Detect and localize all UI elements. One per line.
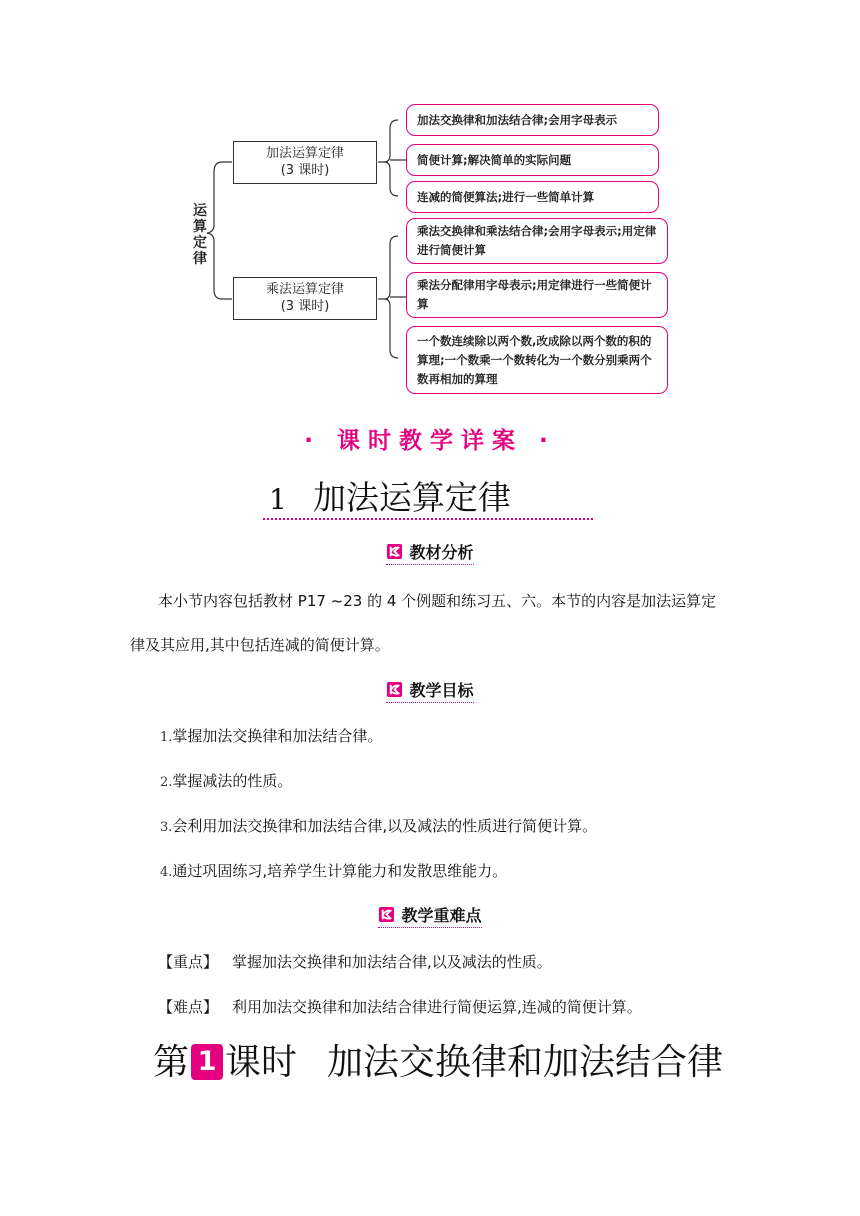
important-text: 掌握加法交换律和加法结合律,以及减法的性质。: [232, 953, 552, 971]
material-analysis-line: 本小节内容包括教材 P17 ~23 的 4 个例题和练习五、六。本节的内容是加法运算定: [158, 592, 717, 610]
leaf-item: 连减的简便算法;进行一些简单计算: [406, 181, 659, 213]
lesson-number-badge: 1: [191, 1044, 223, 1080]
objective-text: 掌握加法交换律和加法结合律。: [172, 727, 383, 745]
objective-item: [160, 859, 770, 885]
section-number: 1: [269, 483, 287, 516]
heading-text: 教学重难点: [401, 906, 482, 925]
branch-multiplication: [233, 277, 377, 320]
objective-text: 掌握减法的性质。: [172, 772, 293, 790]
material-analysis-line: 律及其应用,其中包括连减的简便计算。: [130, 636, 390, 654]
bookmark-icon: [378, 906, 395, 923]
branch-title: 乘法运算定律: [265, 282, 344, 297]
objective-item: [160, 769, 770, 795]
leaf-item: 加法交换律和加法结合律;会用字母表示: [406, 104, 659, 136]
bookmark-icon: [386, 681, 403, 698]
leaf-item: 简便计算;解决简单的实际问题: [406, 144, 659, 176]
objective-number: 4.: [160, 865, 173, 880]
branch-subtitle: (3 课时): [280, 163, 330, 178]
branch-title: 加法运算定律: [265, 146, 344, 161]
leaf-item: 乘法分配律用字母表示;用定律进行一些简便计算: [406, 272, 668, 318]
lesson-prefix: 第: [153, 1042, 190, 1083]
lesson-suffix: 课时: [225, 1042, 298, 1083]
objective-text: 会利用加法交换律和加法结合律,以及减法的性质进行简便计算。: [172, 817, 598, 835]
lesson-title: [153, 1038, 723, 1088]
heading-text: 教材分析: [409, 543, 474, 562]
important-label: 【重点】: [158, 953, 219, 971]
lesson-title-text: 加法交换律和加法结合律: [327, 1042, 724, 1083]
key-points-heading: [0, 903, 860, 928]
objective-number: 2.: [160, 775, 173, 790]
difficult-label: 【难点】: [158, 998, 219, 1016]
objective-item: [160, 814, 770, 840]
objective-item: [160, 724, 770, 750]
objective-text: 通过巩固练习,培养学生计算能力和发散思维能力。: [172, 862, 508, 880]
difficult-point: [158, 995, 768, 1019]
objective-number: 3.: [160, 820, 173, 835]
root-label: 运算定律: [193, 203, 207, 267]
lesson-plan-banner: · 课时教学详案 ·: [304, 428, 556, 454]
leaf-item: 一个数连续除以两个数,改成除以两个数的积的算理;一个数乘一个数转化为一个数分别乘两个数再相加的算理: [406, 326, 668, 394]
difficult-text: 利用加法交换律和加法结合律进行简便运算,连减的简便计算。: [232, 998, 642, 1016]
concept-map-root: [190, 203, 210, 267]
section-title: [263, 478, 593, 520]
branch-subtitle: (3 课时): [280, 299, 330, 314]
important-point: [158, 950, 768, 974]
objective-number: 1.: [160, 730, 173, 745]
branch-addition: [233, 141, 377, 184]
bookmark-icon: [386, 543, 403, 560]
section-title-text: 加法运算定律: [312, 478, 511, 517]
objectives-heading: [0, 678, 860, 703]
leaf-item: 乘法交换律和乘法结合律;会用字母表示;用定律进行简便计算: [406, 218, 668, 264]
material-analysis-heading: [0, 540, 860, 565]
heading-text: 教学目标: [409, 681, 474, 700]
